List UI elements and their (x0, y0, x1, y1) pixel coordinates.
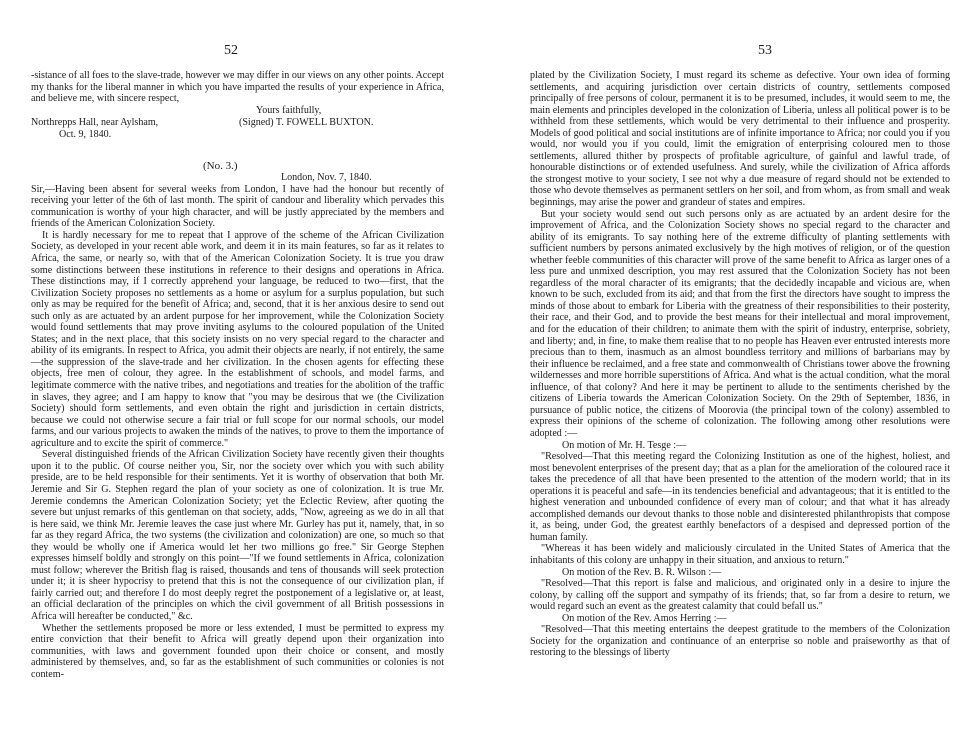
signature-block (31, 105, 444, 151)
resolution: "Resolved—That this meeting regard the Colonizing Institution as one of the highest, holiest, and most benevolent enterprises of the present day; that as a plan for the amelioration of the coloured race it takes the precedence of all that have been presented to the attention of the modern world; that in its operations it is peaceful and safe—in its tendencies beneficial and advantageous; that it is entitled to the highest veneration and unbounded confidence of every man of colour; and that what it has already accomplished demands our devout thanks to those noble and disinterested philanthropists that compose it, as being, under God, the greatest earthly benefactors of a despised and depressed portion of the human family. (530, 451, 950, 543)
text-column (31, 70, 444, 680)
signature-name: (Signed) T. FOWELL BUXTON. (239, 116, 374, 128)
signature-place: Northrepps Hall, near Aylsham, (31, 116, 159, 128)
resolution: "Resolved—That this meeting entertains the deepest gratitude to the members of the Colonization Society for the organization and continuance of an enterprise so noble and praiseworthy as that of restoring to the blessings of liberty (530, 624, 950, 659)
motion-line: On motion of the Rev. Amos Herring :— (562, 612, 727, 624)
paragraph: Whether the settlements proposed be more or less extended, I must be permitted to express my entire conviction that their benefit to Africa will greatly depend upon their organization into communities, with laws and government founded upon their choice or consent, and mostly administered by themselves, and, so far as the establishment of such communities or colonies is not contem- (31, 622, 444, 680)
section-number: (No. 3.) (203, 159, 238, 172)
resolution: "Whereas it has been widely and maliciously circulated in the United States of America that the inhabitants of this colony are unhappy in their situation, and anxious to return." (530, 543, 950, 566)
motion-line: On motion of the Rev. B. R. Wilson :— (562, 566, 722, 578)
paragraph: Several distinguished friends of the African Civilization Society have recently given their thoughts upon it to the public. Of course neither you, Sir, nor the society over which you with such ability preside, are to be held responsible for their sentiments. Yet it is worthy of observation that both Mr. Jeremie and Sir G. Stephen regard the plan of your society as one of colonization. It is true Mr. Jeremie condemns the American Colonization Society; yet the Eclectic Review, after quoting the severe but unjust remarks of this gentleman on that society, adds, "Now, agreeing as we do in all that is here said, we think Mr. Jeremie leaves the case just where Mr. Gurley has put it, namely, that, in so far as they regard Africa, the two systems (the civilization and colonization) are one, so much so that they would be wholly one if America would let her two millions go free." Sir George Stephen expresses himself boldly and strongly on this point—"If we found settlements in Africa, colonization must follow; wherever the British flag is raised, thousands and tens of thousands will seek protection under it; it is sheer hypocrisy to pretend that this is not the consequence of our civilization plan, if fairly carried out; and therefore I do most deeply regret the postponement of a legislative or, at least, an official declaration of the principles on which the civil government of all British possessions in Africa will hereafter be conducted," &c. (31, 449, 444, 622)
letter-place-date: London, Nov. 7, 1840. (281, 172, 372, 184)
page-number: 53 (758, 43, 772, 58)
resolution: "Resolved—That this report is false and malicious, and originated only in a desire to injure the colony, by calling off the support and sympathy of its friends; that, so far from a desire to return, we would regard such an event as the greatest calamity that could befall us." (530, 578, 950, 613)
paragraph: But your society would send out such persons only as are actuated by an ardent desire for the improvement of Africa, and the Colonization Society shows no special regard to the character and ability of its emigrants. To say nothing here of the extreme difficulty of planting settlements with sufficient numbers by persons animated exclusively by the high motives of religion, or of the question whether feeble communities of this character will prove of the same benefit to Africa as larger ones of a less pure and unmixed description, you may rest assured that the Colonization Society has not been regardless of the moral character of its emigrants; that the decidedly incapable and vicious are, when known to be such, excluded from its aid; and that from the first the directors have sought to impress the minds of those about to embark for Liberia with the greatness of their responsibilities to their posterity, their race, and their God, and to provide the best means for their intellectual and moral improvement, and for the education of their children; to animate them with the spirit of industry, enterprise, sobriety, and liberty; and, in fine, to make them realise that to no people has Heaven ever entrusted interests more precious than to them, inasmuch as an almost boundless territory and millions of barbarians may by their influence be reclaimed, and a free state and commonwealth of Christians tower above the frowning wildernesses and more horrible superstitions of Africa. And what is the actual condition, what the moral influence, of that colony? And here it may be pertinent to allude to the sentiments cherished by the citizens of Liberia towards the American Colonization Society. On the 29th of September, 1836, in pursuance of public notice, the citizens of Moorovia (the principal town of the colony) assembled to express their opinions of the scheme of colonization. The following among other resolutions were adopted :— (530, 208, 950, 439)
paragraph: It is hardly necessary for me to repeat that I approve of the scheme of the African Civilization Society, as developed in your recent able work, and deem it in its main features, so far as it relates to Africa, the same, or nearly so, with that of the American Colonization Society. It is true you draw some distinctions between these institutions in reference to their designs and operations in Africa. These distinctions may, if I correctly apprehend your language, be reduced to two—first, that the Civilization Society proposes no settlements as a home or asylum for a surplus population, but such only as may be required for the benefit of Africa; and, second, that it is her anxious desire to send out such only as are actuated by an ardent purpose for her improvement, while the Colonization Society would found settlements that may prove inviting asylums to the coloured population of the United States; and in the next place, that this society insists on no very special regard to the character and ability of its emigrants. In respect to Africa, you admit their objects are nearly, if not entirely, the same—the suppression of the slave-trade and her civilization. In the chosen agents for effecting these objects, free men of colour, they agree. In the establishment of schools, and model farms, and legitimate commerce with the native tribes, and negotiations and treaties for the abolition of the traffic in slaves, they agree; and I am happy to know that "you may be desirous that we (the Civilization Society) should form settlements, and even obtain the right and jurisdiction in certain districts, because we could not otherwise secure a fair trial or full scope for our normal schools, our model farms, and our various projects to awaken the minds of the natives, to prove to them the importance of agriculture and to excite the spirit of commerce." (31, 229, 444, 449)
right-page (490, 0, 980, 740)
page-number: 52 (224, 43, 238, 58)
paragraph: Sir,—Having been absent for several weeks from London, I have had the honour but recently of receiving your letter of the 6th of last month. The spirit of candour and liberality which pervades this communication is worthy of your high character, and will be justly appreciated by the members and friends of the American Colonization Society. (31, 183, 444, 230)
paragraph: plated by the Civilization Society, I must regard its scheme as defective. Your own idea of forming settlements, and acquiring jurisdiction over certain districts of country, settlements composed principally of free persons of colour, permanent it is to be presumed, includes, it would seem to me, the main elements and principles developed in the colonization of Liberia, unless all political power is to be withheld from these settlements, which would be very detrimental to their influence and prosperity. Models of good political and social institutions are of infinite importance to Africa; nor could you if you would, nor would you if you could, limit the emigration of enterprising coloured men to those settlements, allured thither by prospects of profitable agriculture, of gainful and lawful trade, of honourable distinctions or of extended usefulness. And surely, while the civilization of Africa affords the strongest motive to your society, I see not why a due measure of regard should not be extended to those who devote themselves as permanent settlers on her soil, and from whom, as from small and weak beginnings, may arise the power and grandeur of states and empires. (530, 70, 950, 209)
closing-salutation: Yours faithfully, (256, 104, 322, 116)
paragraph: -sistance of all foes to the slave-trade, however we may differ in our views on any other points. Accept my thanks for the liberal manner in which you have imparted the results of your experience in Africa, and believe me, with sincere respect, (31, 70, 444, 105)
signature-date: Oct. 9, 1840. (59, 128, 112, 140)
motion-line: On motion of Mr. H. Tesge :— (562, 439, 687, 451)
text-column (530, 70, 950, 659)
